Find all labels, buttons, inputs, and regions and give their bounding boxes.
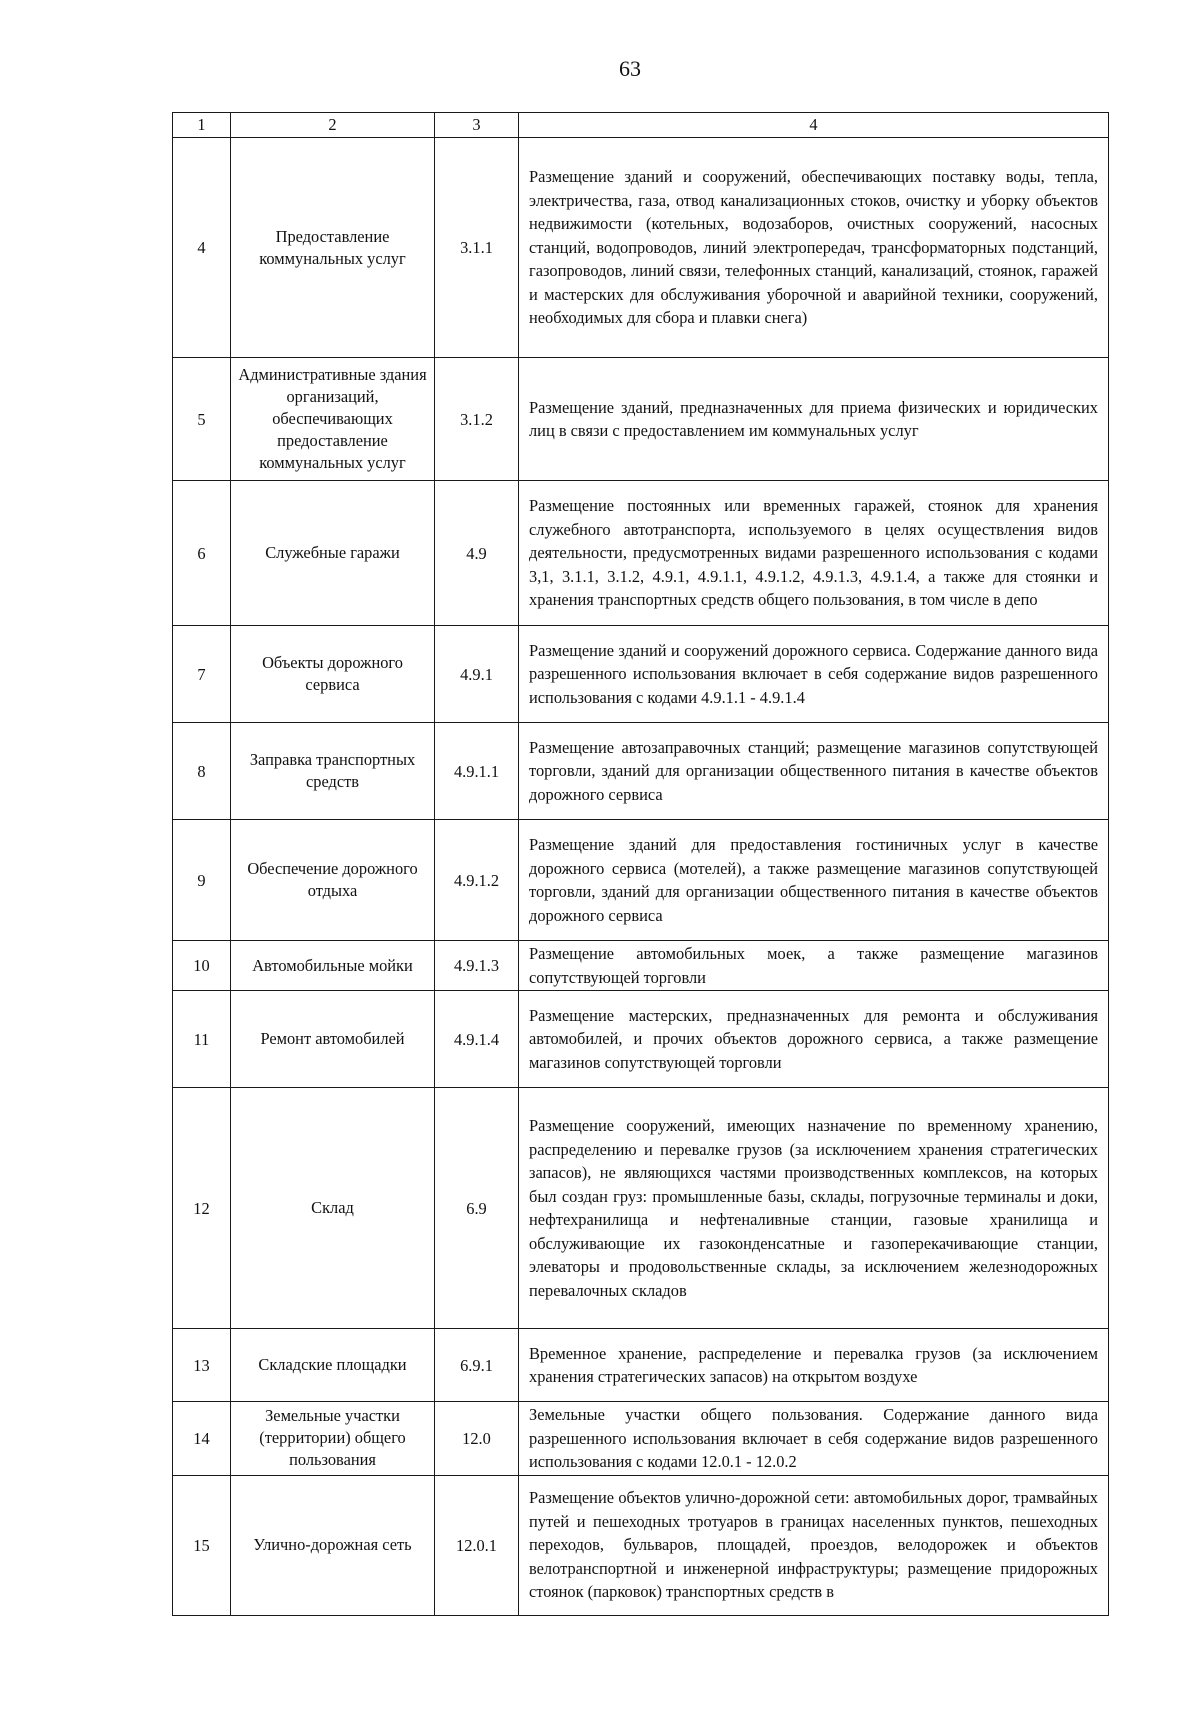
use-type-name: Обеспечение дорожного отдыха: [231, 820, 435, 941]
table-row: [173, 820, 1109, 941]
use-type-description: Размещение зданий и сооружений, обеспечивающих поставку воды, тепла, электричества, газа, отвод канализационных стоков, очистку и уборку объектов недвижимости (котельных, водозаборов, очистных сооружений, насосных станций, водопроводов, линий электропередач, трансформаторных подстанций, газопроводов, линий связи, телефонных станций, канализаций, стоянок, гаражей и мастерских для обслуживания уборочной и аварийной техники, сооружений, необходимых для сбора и плавки снега): [519, 138, 1109, 358]
use-type-name: Служебные гаражи: [231, 481, 435, 626]
land-use-table: [172, 112, 1109, 1616]
table-row: [173, 1329, 1109, 1402]
use-type-description: Размещение автозаправочных станций; размещение магазинов сопутствующей торговли, зданий для организации общественного питания в качестве объектов дорожного сервиса: [519, 723, 1109, 820]
use-type-code: 12.0: [435, 1402, 519, 1476]
use-type-code: 4.9.1.1: [435, 723, 519, 820]
use-type-name: Ремонт автомобилей: [231, 991, 435, 1088]
column-header-4: 4: [519, 113, 1109, 138]
table-row: [173, 1402, 1109, 1476]
use-type-description: Размещение зданий, предназначенных для приема физических и юридических лиц в связи с предоставлением им коммунальных услуг: [519, 358, 1109, 481]
table-row: [173, 1088, 1109, 1329]
use-type-name: Складские площадки: [231, 1329, 435, 1402]
page-number: 63: [619, 56, 641, 81]
row-number: 6: [173, 481, 231, 626]
table-row: [173, 138, 1109, 358]
table-row: [173, 723, 1109, 820]
use-type-description: Размещение зданий для предоставления гостиничных услуг в качестве дорожного сервиса (мотелей), а также размещение магазинов сопутствующей торговли, зданий для организации общественного питания в качестве объектов дорожного сервиса: [519, 820, 1109, 941]
table-row: [173, 991, 1109, 1088]
use-type-description: Временное хранение, распределение и перевалка грузов (за исключением хранения стратегических запасов) на открытом воздухе: [519, 1329, 1109, 1402]
table-row: [173, 358, 1109, 481]
table-row: [173, 626, 1109, 723]
row-number: 10: [173, 941, 231, 991]
use-type-code: 3.1.1: [435, 138, 519, 358]
table-header-row: [173, 113, 1109, 138]
use-type-code: 3.1.2: [435, 358, 519, 481]
row-number: 4: [173, 138, 231, 358]
use-type-description: Размещение объектов улично-дорожной сети: автомобильных дорог, трамвайных путей и пешеходных тротуаров в границах населенных пунктов, пешеходных переходов, бульваров, площадей, проездов, велодорожек и объектов велотранспортной и инженерной инфраструктуры; размещение придорожных стоянок (парковок) транспортных средств в: [519, 1475, 1109, 1615]
use-type-code: 12.0.1: [435, 1475, 519, 1615]
use-type-name: Предоставление коммунальных услуг: [231, 138, 435, 358]
row-number: 7: [173, 626, 231, 723]
use-type-name: Улично-дорожная сеть: [231, 1475, 435, 1615]
use-type-code: 4.9.1.3: [435, 941, 519, 991]
column-header-2: 2: [231, 113, 435, 138]
row-number: 13: [173, 1329, 231, 1402]
use-type-name: Объекты дорожного сервиса: [231, 626, 435, 723]
row-number: 5: [173, 358, 231, 481]
use-type-code: 4.9.1.2: [435, 820, 519, 941]
row-number: 9: [173, 820, 231, 941]
table-row: [173, 481, 1109, 626]
use-type-description: Размещение постоянных или временных гаражей, стоянок для хранения служебного автотранспорта, используемого в целях осуществления видов деятельности, предусмотренных видами разрешенного использования с кодами 3,1, 3.1.1, 3.1.2, 4.9.1, 4.9.1.1, 4.9.1.2, 4.9.1.3, 4.9.1.4, а также для стоянки и хранения транспортных средств общего пользования, в том числе в депо: [519, 481, 1109, 626]
use-type-description: Размещение автомобильных моек, а также размещение магазинов сопутствующей торговли: [519, 941, 1109, 991]
table-row: [173, 1475, 1109, 1615]
use-type-code: 4.9.1.4: [435, 991, 519, 1088]
table-row: [173, 941, 1109, 991]
use-type-description: Размещение мастерских, предназначенных для ремонта и обслуживания автомобилей, и прочих объектов дорожного сервиса, а также размещение магазинов сопутствующей торговли: [519, 991, 1109, 1088]
row-number: 14: [173, 1402, 231, 1476]
row-number: 8: [173, 723, 231, 820]
column-header-3: 3: [435, 113, 519, 138]
row-number: 11: [173, 991, 231, 1088]
row-number: 12: [173, 1088, 231, 1329]
use-type-description: Земельные участки общего пользования. Содержание данного вида разрешенного использования включает в себя содержание видов разрешенного использования с кодами 12.0.1 - 12.0.2: [519, 1402, 1109, 1476]
use-type-code: 4.9: [435, 481, 519, 626]
use-type-name: Автомобильные мойки: [231, 941, 435, 991]
use-type-code: 6.9: [435, 1088, 519, 1329]
use-type-description: Размещение сооружений, имеющих назначение по временному хранению, распределению и перевалке грузов (за исключением хранения стратегических запасов), не являющихся частями производственных комплексов, на которых был создан груз: промышленные базы, склады, погрузочные терминалы и доки, нефтехранилища и нефтеналивные станции, газовые хранилища и обслуживающие их газоконденсатные и газоперекачивающие станции, элеваторы и продовольственные склады, за исключением железнодорожных перевалочных складов: [519, 1088, 1109, 1329]
use-type-name: Склад: [231, 1088, 435, 1329]
use-type-code: 6.9.1: [435, 1329, 519, 1402]
column-header-1: 1: [173, 113, 231, 138]
row-number: 15: [173, 1475, 231, 1615]
use-type-name: Административные здания организаций, обеспечивающих предоставление коммунальных услуг: [231, 358, 435, 481]
use-type-name: Земельные участки (территории) общего пользования: [231, 1402, 435, 1476]
use-type-name: Заправка транспортных средств: [231, 723, 435, 820]
use-type-description: Размещение зданий и сооружений дорожного сервиса. Содержание данного вида разрешенного использования включает в себя содержание видов разрешенного использования с кодами 4.9.1.1 - 4.9.1.4: [519, 626, 1109, 723]
use-type-code: 4.9.1: [435, 626, 519, 723]
